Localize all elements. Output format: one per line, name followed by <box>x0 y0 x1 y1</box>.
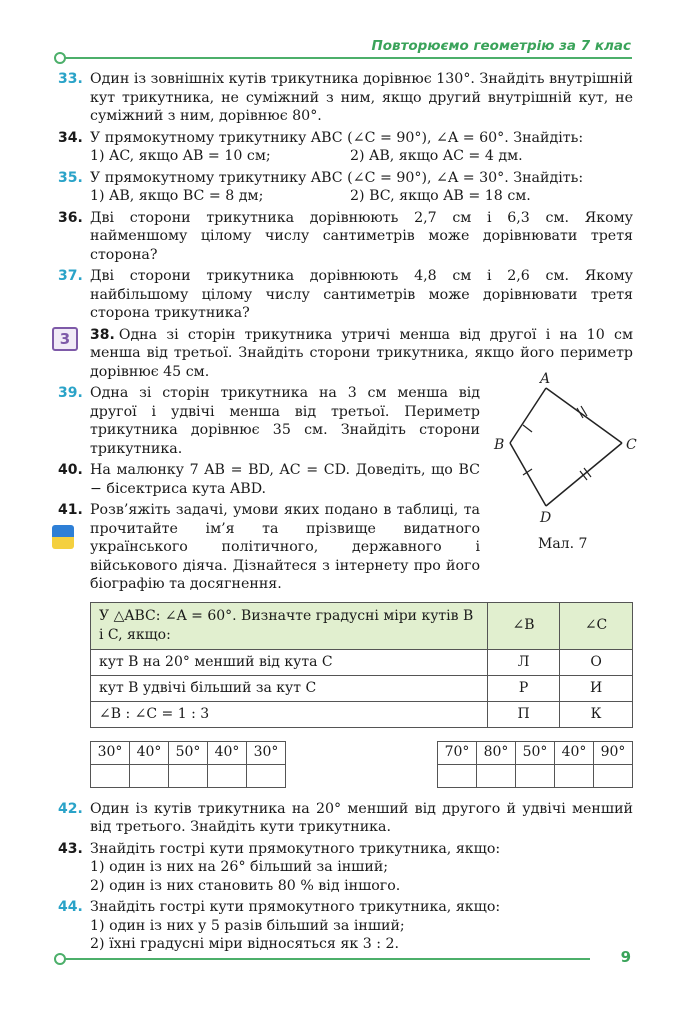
row-letter-c: О <box>560 649 633 675</box>
label-a: A <box>540 371 551 387</box>
problem-41 <box>58 501 480 594</box>
figure-7-quadrilateral <box>480 370 640 555</box>
problem-text: Один із кутів трикутника на 20° менший від другого й удвічі менший від третього. Знайдіть кути трикутника. <box>90 800 633 835</box>
blank-cell <box>555 764 594 787</box>
problem-text: У прямокутному трикутнику ABC (∠C = 90°), ∠A = 30°. Знайдіть: <box>90 169 584 186</box>
problem-text: Знайдіть гострі кути прямокутного трикутника, якщо: <box>90 840 501 857</box>
page-number: 9 <box>620 948 631 966</box>
problem-44 <box>58 898 633 954</box>
row-letter-c: К <box>560 701 633 727</box>
label-d: D <box>540 510 552 526</box>
blank-cell <box>169 764 208 787</box>
tick-ac-1 <box>577 408 583 418</box>
footer-dot <box>54 953 66 965</box>
problem-text: На малюнку 7 AB = BD, AC = CD. Доведіть, що BC − бісектриса кута ABD. <box>90 462 480 497</box>
problem-33 <box>58 70 633 126</box>
task-table <box>90 602 633 728</box>
ukraine-flag-icon <box>52 525 74 549</box>
grid-cell: 40° <box>208 741 247 764</box>
problem-37 <box>58 267 633 323</box>
table-row <box>91 675 633 701</box>
segment-ac <box>546 388 622 443</box>
blank-cell <box>91 764 130 787</box>
task-table-header <box>91 602 633 649</box>
answer-grid-left <box>90 741 286 788</box>
problem-number: 41. <box>58 502 83 518</box>
row-condition: ∠B : ∠C = 1 : 3 <box>91 701 488 727</box>
level-3-icon: 3 <box>52 327 78 351</box>
problem-number: 36. <box>58 209 83 226</box>
grid-cell: 50° <box>516 741 555 764</box>
problem-number: 40. <box>58 462 83 478</box>
segment-bd <box>510 443 546 506</box>
row-letter-b: Л <box>488 649 560 675</box>
blank-cell <box>477 764 516 787</box>
task-table-header-b: ∠B <box>488 602 560 649</box>
problem-number: 44. <box>58 899 83 915</box>
blank-cell <box>208 764 247 787</box>
problem-text: Один із зовнішніх кутів трикутника дорівнює 130°. Знайдіть внутрішній кут трикутника, не суміжний з ним, якщо другий внутрішній кут, не суміжний з ним, дорівнює 80°. <box>90 71 633 124</box>
problem-34 <box>58 129 633 166</box>
problem-text: Одна зі сторін трикутника утричі менша від другої і на 10 см менша від третьої. Знайдіть сторони трикутника, якщо його периметр дорівнює 45 см. <box>90 326 633 380</box>
row-letter-b: Р <box>488 675 560 701</box>
grid-cell: 50° <box>169 741 208 764</box>
problem-42 <box>58 800 633 837</box>
problem-number: 39. <box>58 385 83 401</box>
blank-cell <box>247 764 286 787</box>
subitem-2: 2) BC, якщо AB = 18 см. <box>350 188 531 204</box>
problem-number: 42. <box>58 800 83 817</box>
blank-cell <box>516 764 555 787</box>
row-letter-c: И <box>560 675 633 701</box>
grid-cell: 30° <box>91 741 130 764</box>
problem-number: 43. <box>58 840 83 857</box>
problem-text: Одна зі сторін трикутника на 3 см менша від другої і удвічі менша від третьої. Периметр трикутника дорівнює 35 см. Знайдіть сторони трикутника. <box>90 385 480 457</box>
subitem-1: 1) один із них на 26° більший за інший; <box>90 859 389 875</box>
problem-text: Знайдіть гострі кути прямокутного трикутника, якщо: <box>90 899 501 915</box>
answer-grids <box>90 741 633 788</box>
figure-caption: Мал. 7 <box>538 536 588 552</box>
problem-text: Розв’яжіть задачі, умови яких подано в таблиці, та прочитайте ім’я та прізвище видатного українського політичного, державного і військового діяча. Дізнайтеся з інтернету про його біографію та досягнення. <box>90 502 480 592</box>
table-row <box>91 649 633 675</box>
problem-number: 35. <box>58 169 83 186</box>
task-table-header-c: ∠C <box>560 602 633 649</box>
problem-39 <box>58 384 480 458</box>
header-rule <box>60 57 632 59</box>
row-letter-b: П <box>488 701 560 727</box>
grid-cell: 40° <box>555 741 594 764</box>
problem-number: 37. <box>58 268 83 284</box>
subitem-1: 1) AB, якщо BC = 8 дм; <box>90 188 264 204</box>
label-b: B <box>494 437 505 453</box>
subitem-2: 2) AB, якщо AC = 4 дм. <box>350 148 523 164</box>
problem-number: 38. <box>90 326 115 343</box>
label-c: C <box>626 437 637 453</box>
grid-cell: 70° <box>438 741 477 764</box>
problem-number: 33. <box>58 71 83 87</box>
header-dot <box>54 52 66 64</box>
subitem-2: 2) один із них становить 80 % від іншого. <box>90 877 401 894</box>
table-row <box>91 701 633 727</box>
problem-number: 34. <box>58 129 83 146</box>
problem-43 <box>58 840 633 896</box>
answer-grid-right <box>437 741 633 788</box>
subitem-2: 2) їхні градусні міри відносяться як 3 : 2. <box>90 936 400 952</box>
grid-cell: 40° <box>130 741 169 764</box>
footer-rule <box>60 958 590 960</box>
problem-40 <box>58 461 480 498</box>
section-title: Повторюємо геометрію за 7 клас <box>371 38 631 54</box>
segment-cd <box>546 443 622 506</box>
problem-35 <box>58 169 633 206</box>
tick-ab <box>523 425 532 432</box>
problem-36 <box>58 209 633 265</box>
problem-text: У прямокутному трикутнику ABC (∠C = 90°), ∠A = 60°. Знайдіть: <box>90 129 584 146</box>
grid-cell: 30° <box>247 741 286 764</box>
subitem-1: 1) один із них у 5 разів більший за інший; <box>90 917 405 934</box>
blank-cell <box>130 764 169 787</box>
segment-ab <box>510 388 546 443</box>
problem-text: Дві сторони трикутника дорівнюють 2,7 см і 6,3 см. Якому найменшому цілому числу сантиметрів може дорівнювати третя сторона? <box>90 209 633 263</box>
blank-cell <box>594 764 633 787</box>
task-table-header-condition: У △ABC: ∠A = 60°. Визначте градусні міри кутів B і C, якщо: <box>91 602 488 649</box>
subitem-1: 1) AC, якщо AB = 10 см; <box>90 148 271 164</box>
grid-cell: 80° <box>477 741 516 764</box>
problem-text: Дві сторони трикутника дорівнюють 4,8 см і 2,6 см. Якому найбільшому цілому числу сантиметрів може дорівнювати третя сторона трикутника? <box>90 268 633 321</box>
row-condition: кут B на 20° менший від кута C <box>91 649 488 675</box>
row-condition: кут B удвічі більший за кут C <box>91 675 488 701</box>
grid-cell: 90° <box>594 741 633 764</box>
blank-cell <box>438 764 477 787</box>
